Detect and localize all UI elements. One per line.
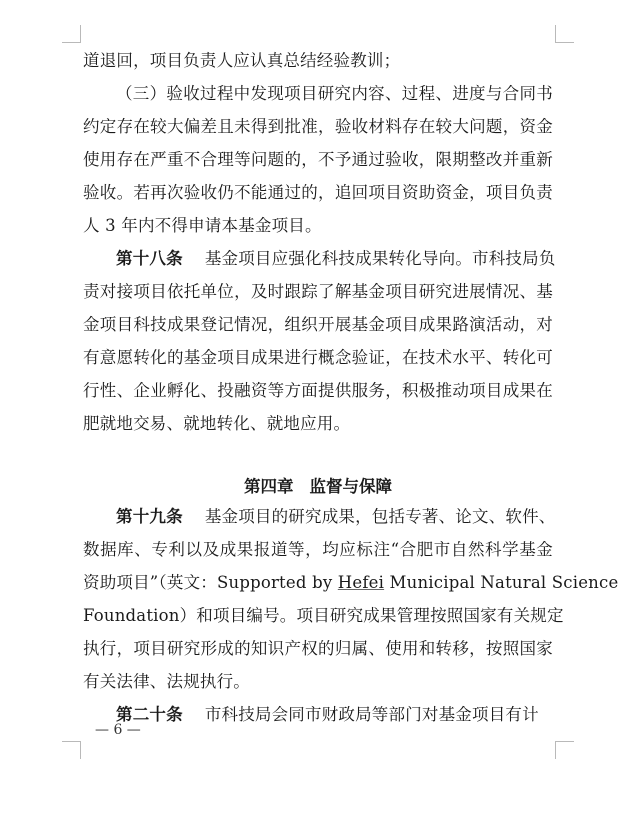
chapter-number: 第四章 (244, 477, 294, 496)
text-line: 有意愿转化的基金项目成果进行概念验证，在技术水平、转化可 (83, 348, 553, 367)
chapter-heading (83, 475, 553, 499)
text-line: 肥就地交易、就地转化、就地应用。 (83, 414, 351, 433)
page-number: — 6 — (95, 722, 141, 738)
text-span: 项目应强化科技成果转化导向。市科技局负 (238, 249, 556, 268)
article-18-label: 第十八条 (116, 249, 183, 268)
crop-mark-bottom-right-h (555, 741, 574, 742)
text-line: 验收。若再次验收仍不能通过的，追回项目资助资金，项目负责 (83, 183, 553, 202)
text-line: 责对接项目依托单位，及时跟踪了解基金项目研究进展情况、基 (83, 282, 553, 301)
article-20-first-line (116, 703, 553, 727)
text-line: 道退回，项目负责人应认真总结经验教训； (83, 51, 401, 70)
text-line: 有关法律、法规执行。 (83, 672, 250, 691)
article-20-label: 第二十条 (116, 705, 183, 724)
text-line: （三）验收过程中发现项目研究内容、过程、进度与合同书 (116, 84, 553, 103)
text-span: Municipal Natural Science (384, 573, 619, 592)
crop-mark-bottom-right-v (555, 741, 556, 759)
text-line: 人 3 年内不得申请本基金项目。 (83, 216, 322, 235)
text-span: 资助项目”（英文：Supported by (83, 573, 338, 592)
article-19-label: 第十九条 (116, 507, 183, 526)
city-name-underlined: Hefei (337, 573, 385, 592)
text-line: Foundation）和项目编号。项目研究成果管理按照国家有关规定 (83, 606, 564, 625)
text-span: 基金项目的研究成果，包括专著、论文、软件、 (204, 507, 556, 526)
text-line: 使用存在严重不合理等问题的，不予通过验收，限期整改并重新 (83, 150, 553, 169)
crop-mark-bottom-left-h (62, 741, 81, 742)
text-line: 数据库、专利以及成果报道等，均应标注“合肥市自然科学基金 (83, 540, 553, 559)
crop-mark-top-right-h (555, 42, 574, 43)
text-line-with-english (83, 571, 619, 595)
text-line: 行性、企业孵化、投融资等方面提供服务，积极推动项目成果在 (83, 381, 553, 400)
crop-mark-bottom-left-v (80, 741, 81, 759)
article-19-first-line (116, 505, 556, 529)
text-span: 市科技局会同市财政局等部门对基金项目有计 (204, 705, 539, 724)
chapter-title: 监督与保障 (309, 477, 392, 496)
crop-mark-top-left-h (62, 42, 81, 43)
text-line: 约定存在较大偏差且未得到批准，验收材料存在较大问题，资金 (83, 117, 553, 136)
article-18-first-line (116, 247, 556, 271)
crop-mark-top-right-v (555, 25, 556, 43)
text-line: 金项目科技成果登记情况，组织开展基金项目成果路演活动，对 (83, 315, 553, 334)
article-18-prefix: 基金 (204, 249, 239, 268)
text-line: 执行，项目研究形成的知识产权的归属、使用和转移，按照国家 (83, 639, 553, 658)
crop-mark-top-left-v (80, 25, 81, 43)
